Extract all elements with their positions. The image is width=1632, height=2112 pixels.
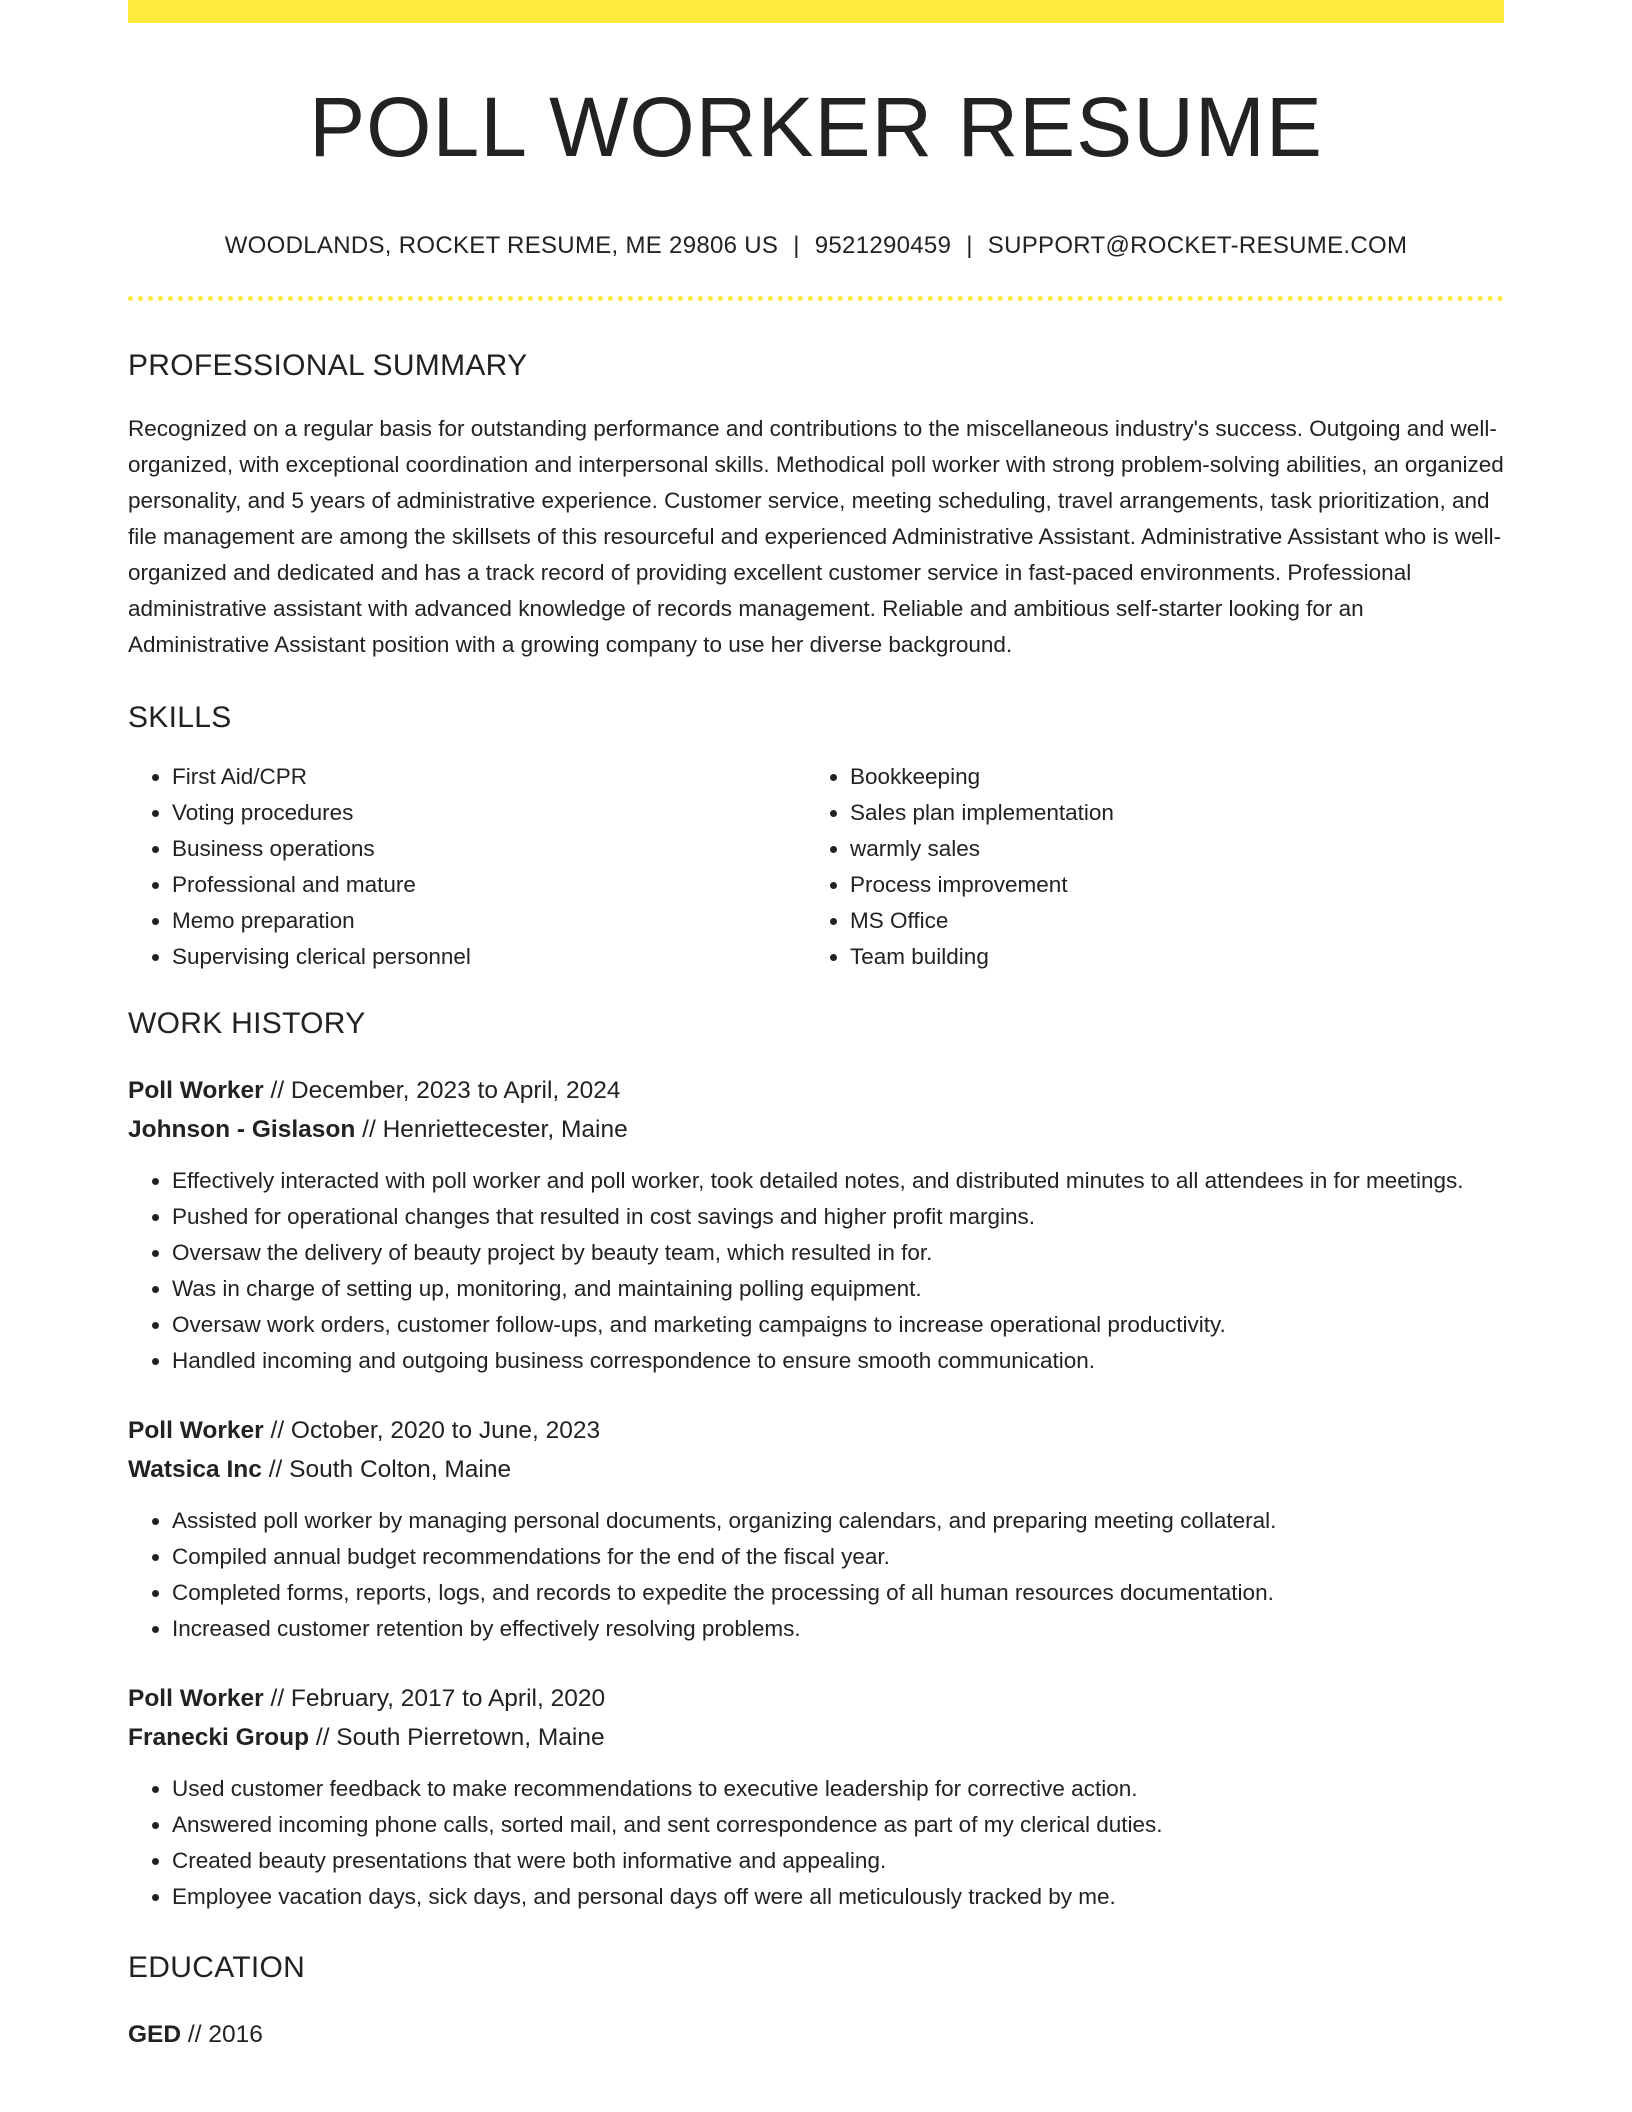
job-company: Johnson - Gislason [128,1116,356,1143]
job-location: // South Colton, Maine [261,1456,512,1483]
summary-text: Recognized on a regular basis for outstanding performance and contributions to the miscellaneous industry's success. Outgoing and well-organized, with exceptional coordination and interpersonal skills. Methodical poll worker with strong problem-solving abilities, an organized personality, and 5 years of administrative experience. Customer service, meeting scheduling, travel arrangements, task prioritization, and file management are among the skillsets of this resourceful and experienced Administrative Assistant. Administrative Assistant who is well-organized and dedicated and has a track record of providing excellent customer service in fast-paced environments. Professional administrative assistant with advanced knowledge of records management. Reliable and ambitious self-starter looking for an Administrative Assistant position with a growing company to use her diverse background. [128,416,1504,657]
job-bullet: • Used customer feedback to make recommendations to executive leadership for corrective action. [172,1771,1504,1807]
job-title-line [128,1679,1504,1718]
job-bullet: • Compiled annual budget recommendations for the end of the fiscal year. [172,1539,1504,1575]
job-dates: // October, 2020 to June, 2023 [263,1417,601,1444]
job-bullet: • Pushed for operational changes that resulted in cost savings and higher profit margins. [172,1199,1504,1235]
job-title: Poll Worker [128,1417,264,1444]
job-bullet: • Answered incoming phone calls, sorted mail, and sent correspondence as part of my clerical duties. [172,1807,1504,1843]
contact-phone[interactable]: 9521290459 [814,232,952,259]
resume-page [128,0,1504,2054]
job-bullets [128,1503,1504,1647]
skills-column-right [806,759,1484,975]
job-company-line [128,1110,1504,1149]
skill-item: • Process improvement [850,867,1484,903]
job-title-line [128,1071,1504,1110]
job-bullets [128,1771,1504,1915]
skill-item: • Supervising clerical personnel [172,939,806,975]
job-entry [128,1679,1504,1915]
summary-heading: PROFESSIONAL SUMMARY [128,349,528,382]
job-entry [128,1071,1504,1379]
job-title: Poll Worker [128,1077,264,1104]
dotted-divider [128,296,1504,301]
skill-item: • warmly sales [850,831,1484,867]
resume-title: POLL WORKER RESUME [309,80,1323,174]
job-bullet: • Effectively interacted with poll worker and poll worker, took detailed notes, and distributed minutes to all attendees in for meetings. [172,1163,1504,1199]
skill-item: • First Aid/CPR [172,759,806,795]
education-heading: EDUCATION [128,1951,306,1984]
accent-top-bar [128,0,1504,23]
skill-item: • Team building [850,939,1484,975]
skill-item: • Business operations [172,831,806,867]
skill-item: • Professional and mature [172,867,806,903]
skill-item: • Sales plan implementation [850,795,1484,831]
job-bullet: • Was in charge of setting up, monitoring, and maintaining polling equipment. [172,1271,1504,1307]
skill-item: • MS Office [850,903,1484,939]
job-title: Poll Worker [128,1685,264,1712]
skills-list [128,759,1504,975]
education-entry [128,2015,1504,2054]
contact-address: WOODLANDS, ROCKET RESUME, ME 29806 US [224,232,779,259]
contact-email[interactable]: SUPPORT@ROCKET-RESUME.COM [987,232,1408,259]
job-bullet: • Oversaw work orders, customer follow-ups, and marketing campaigns to increase operational productivity. [172,1307,1504,1343]
job-location: // South Pierretown, Maine [309,1724,605,1751]
job-location: // Henriettecester, Maine [355,1116,628,1143]
job-company-line [128,1718,1504,1757]
skills-heading: SKILLS [128,701,232,734]
job-company-line [128,1450,1504,1489]
skill-item: • Bookkeeping [850,759,1484,795]
job-entry [128,1411,1504,1647]
contact-line [128,232,1504,260]
job-bullets [128,1163,1504,1379]
job-title-line [128,1411,1504,1450]
job-bullet: • Employee vacation days, sick days, and personal days off were all meticulously tracked by me. [172,1879,1504,1915]
job-bullet: • Assisted poll worker by managing personal documents, organizing calendars, and preparing meeting collateral. [172,1503,1504,1539]
job-bullet: • Completed forms, reports, logs, and records to expedite the processing of all human resources documentation. [172,1575,1504,1611]
skill-item: • Voting procedures [172,795,806,831]
contact-separator: | [966,232,973,259]
job-bullet: • Oversaw the delivery of beauty project by beauty team, which resulted in for. [172,1235,1504,1271]
job-dates: // December, 2023 to April, 2024 [263,1077,621,1104]
work-history-heading: WORK HISTORY [128,1007,366,1040]
job-company: Watsica Inc [128,1456,262,1483]
job-bullet: • Created beauty presentations that were both informative and appealing. [172,1843,1504,1879]
job-company: Franecki Group [128,1724,310,1751]
job-bullet: • Handled incoming and outgoing business correspondence to ensure smooth communication. [172,1343,1504,1379]
skill-item: • Memo preparation [172,903,806,939]
education-year: // 2016 [181,2021,263,2048]
contact-separator: | [793,232,800,259]
education-degree: GED [128,2021,182,2048]
skills-column-left [128,759,806,975]
job-dates: // February, 2017 to April, 2020 [263,1685,606,1712]
job-bullet: • Increased customer retention by effectively resolving problems. [172,1611,1504,1647]
